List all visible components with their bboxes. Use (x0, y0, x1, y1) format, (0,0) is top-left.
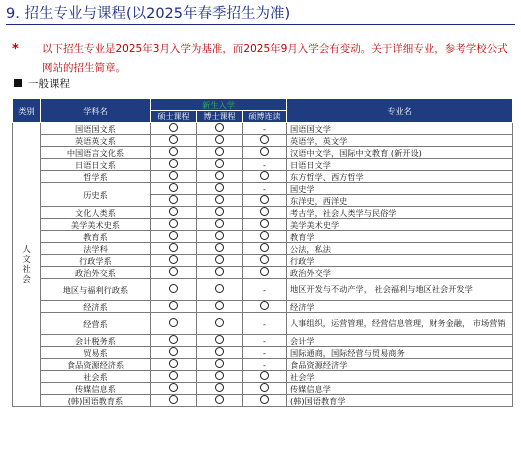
major-cell: 教育学 (287, 231, 513, 243)
header-category: 类别 (13, 99, 41, 123)
circle-mark-icon (169, 195, 178, 204)
doctor-cell (197, 267, 243, 279)
master-cell (151, 183, 197, 195)
circle-mark-icon (215, 243, 224, 252)
circle-mark-icon (169, 171, 178, 180)
major-cell: 人事组织，运营管理，经营信息管理，财务金融， 市场营销 (287, 313, 513, 335)
circle-mark-icon (169, 183, 178, 192)
circle-mark-icon (169, 371, 178, 380)
table-row (13, 135, 513, 147)
doctor-cell (197, 301, 243, 313)
heading-text: 招生专业与课程 (24, 6, 126, 22)
master-cell (151, 267, 197, 279)
dept-cell: 社会系 (41, 371, 151, 383)
table-row (13, 359, 513, 371)
doctor-cell (197, 313, 243, 335)
master-cell (151, 301, 197, 313)
combined-cell (243, 195, 287, 207)
dept-cell: 食品资源经济系 (41, 359, 151, 371)
square-bullet-icon (14, 79, 22, 87)
circle-mark-icon (169, 359, 178, 368)
circle-mark-icon (215, 159, 224, 168)
master-cell (151, 335, 197, 347)
dept-cell: 行政学系 (41, 255, 151, 267)
dept-cell: 文化人类系 (41, 207, 151, 219)
circle-mark-icon (215, 147, 224, 156)
combined-cell: - (243, 335, 287, 347)
doctor-cell (197, 171, 243, 183)
major-cell: 行政学 (287, 255, 513, 267)
combined-cell (243, 301, 287, 313)
major-cell: 国际通商，国际经营与贸易商务 (287, 347, 513, 359)
doctor-cell (197, 147, 243, 159)
major-cell: 日语日文学 (287, 159, 513, 171)
master-cell (151, 135, 197, 147)
table-row (13, 219, 513, 231)
circle-mark-icon (215, 359, 224, 368)
table-row (13, 383, 513, 395)
dept-cell: 美学美术史系 (41, 219, 151, 231)
master-cell (151, 195, 197, 207)
circle-mark-icon (260, 371, 269, 380)
heading-paren: (以2025年春季招生为准) (125, 6, 291, 22)
circle-mark-icon (215, 183, 224, 192)
combined-cell: - (243, 183, 287, 195)
major-cell: 传媒信息学 (287, 383, 513, 395)
circle-mark-icon (169, 135, 178, 144)
doctor-cell (197, 123, 243, 135)
notice-text: 以下招生专业是2025年3月入学为基准，而2025年9月入学会有变动。关于详细专业，参考学校公式网站的招生简章。 (42, 43, 508, 74)
circle-mark-icon (169, 207, 178, 216)
dept-cell: 英语英文系 (41, 135, 151, 147)
circle-mark-icon (215, 207, 224, 216)
header-group: 新生入学 (151, 99, 287, 111)
circle-mark-icon (169, 383, 178, 392)
circle-mark-icon (260, 255, 269, 264)
table-row (13, 147, 513, 159)
combined-cell: - (243, 159, 287, 171)
combined-cell (243, 371, 287, 383)
header-master: 硕士课程 (151, 111, 197, 123)
master-cell (151, 279, 197, 301)
doctor-cell (197, 279, 243, 301)
dept-cell: 传媒信息系 (41, 383, 151, 395)
major-cell: 食品资源经济学 (287, 359, 513, 371)
doctor-cell (197, 207, 243, 219)
combined-cell (243, 171, 287, 183)
major-cell: 地区开发与不动产学， 社会福利与地区社会开发学 (287, 279, 513, 301)
circle-mark-icon (260, 231, 269, 240)
dept-cell: 国语国文系 (41, 123, 151, 135)
circle-mark-icon (169, 347, 178, 356)
master-cell (151, 347, 197, 359)
table-row (13, 335, 513, 347)
combined-cell (243, 395, 287, 407)
table-row (13, 371, 513, 383)
dept-cell: 中国语言文化系 (41, 147, 151, 159)
circle-mark-icon (215, 318, 224, 327)
master-cell (151, 255, 197, 267)
doctor-cell (197, 383, 243, 395)
dept-cell: 经济系 (41, 301, 151, 313)
combined-cell (243, 219, 287, 231)
dept-cell: 政治外交系 (41, 267, 151, 279)
doctor-cell (197, 359, 243, 371)
notice (12, 40, 517, 78)
doctor-cell (197, 231, 243, 243)
table-row (13, 267, 513, 279)
combined-cell: - (243, 313, 287, 335)
master-cell (151, 371, 197, 383)
doctor-cell (197, 135, 243, 147)
major-cell: 英语学，英文学 (287, 135, 513, 147)
circle-mark-icon (215, 335, 224, 344)
circle-mark-icon (260, 267, 269, 276)
doctor-cell (197, 183, 243, 195)
table-row (13, 207, 513, 219)
master-cell (151, 313, 197, 335)
table-row (13, 231, 513, 243)
circle-mark-icon (215, 347, 224, 356)
major-cell: (韩)国语教育学 (287, 395, 513, 407)
combined-cell (243, 383, 287, 395)
circle-mark-icon (215, 195, 224, 204)
master-cell (151, 359, 197, 371)
table-row (13, 243, 513, 255)
doctor-cell (197, 159, 243, 171)
combined-cell: - (243, 123, 287, 135)
combined-cell (243, 207, 287, 219)
table-row (13, 347, 513, 359)
doctor-cell (197, 255, 243, 267)
major-cell: 会计学 (287, 335, 513, 347)
major-cell: 考古学，社会人类学与民俗学 (287, 207, 513, 219)
circle-mark-icon (169, 284, 178, 293)
table-row (13, 159, 513, 171)
circle-mark-icon (215, 395, 224, 404)
master-cell (151, 243, 197, 255)
table-row (13, 255, 513, 267)
dept-cell: (韩)国语教育系 (41, 395, 151, 407)
circle-mark-icon (169, 255, 178, 264)
combined-cell: - (243, 279, 287, 301)
category-cell: 人 文 社 会 (13, 123, 41, 407)
dept-cell: 日语日文系 (41, 159, 151, 171)
doctor-cell (197, 243, 243, 255)
dept-cell: 地区与福利行政系 (41, 279, 151, 301)
major-cell: 社会学 (287, 371, 513, 383)
notice-star: * (12, 42, 19, 57)
circle-mark-icon (169, 395, 178, 404)
master-cell (151, 123, 197, 135)
circle-mark-icon (215, 284, 224, 293)
master-cell (151, 395, 197, 407)
circle-mark-icon (215, 383, 224, 392)
section-heading (14, 76, 70, 91)
circle-mark-icon (260, 171, 269, 180)
dept-cell: 经营系 (41, 313, 151, 335)
combined-cell (243, 255, 287, 267)
circle-mark-icon (215, 123, 224, 132)
circle-mark-icon (260, 147, 269, 156)
major-cell: 美学美术史学 (287, 219, 513, 231)
circle-mark-icon (260, 395, 269, 404)
combined-cell: - (243, 359, 287, 371)
master-cell (151, 171, 197, 183)
table-row (13, 301, 513, 313)
circle-mark-icon (215, 219, 224, 228)
header-major: 专业名 (287, 99, 513, 123)
circle-mark-icon (169, 243, 178, 252)
table-row (13, 279, 513, 301)
circle-mark-icon (260, 301, 269, 310)
circle-mark-icon (260, 195, 269, 204)
header-doctor: 博士课程 (197, 111, 243, 123)
dept-cell: 法学科 (41, 243, 151, 255)
circle-mark-icon (260, 219, 269, 228)
combined-cell (243, 267, 287, 279)
table-row (13, 171, 513, 183)
major-cell: 经济学 (287, 301, 513, 313)
program-table (12, 98, 513, 407)
combined-cell (243, 135, 287, 147)
combined-cell (243, 231, 287, 243)
master-cell (151, 231, 197, 243)
circle-mark-icon (260, 207, 269, 216)
major-cell: 汉语中文学，国际中文教育 (新开设) (287, 147, 513, 159)
header-combined: 硕博连读 (243, 111, 287, 123)
major-cell: 东方哲学、西方哲学 (287, 171, 513, 183)
dept-cell: 教育系 (41, 231, 151, 243)
dept-cell: 会计税务系 (41, 335, 151, 347)
major-cell: 国语国文学 (287, 123, 513, 135)
page-heading (6, 2, 290, 23)
circle-mark-icon (215, 231, 224, 240)
doctor-cell (197, 395, 243, 407)
circle-mark-icon (169, 123, 178, 132)
doctor-cell (197, 371, 243, 383)
circle-mark-icon (215, 267, 224, 276)
circle-mark-icon (169, 335, 178, 344)
doctor-cell (197, 335, 243, 347)
circle-mark-icon (169, 147, 178, 156)
dept-cell: 贸易系 (41, 347, 151, 359)
circle-mark-icon (169, 219, 178, 228)
circle-mark-icon (260, 383, 269, 392)
master-cell (151, 207, 197, 219)
circle-mark-icon (260, 243, 269, 252)
master-cell (151, 383, 197, 395)
major-cell: 公法，私法 (287, 243, 513, 255)
section-label: 一般课程 (28, 78, 70, 90)
table-row (13, 313, 513, 335)
dept-cell: 历史系 (41, 183, 151, 207)
circle-mark-icon (215, 135, 224, 144)
circle-mark-icon (215, 255, 224, 264)
circle-mark-icon (169, 267, 178, 276)
table-row (13, 183, 513, 195)
master-cell (151, 159, 197, 171)
circle-mark-icon (260, 135, 269, 144)
doctor-cell (197, 195, 243, 207)
circle-mark-icon (215, 171, 224, 180)
table-row (13, 123, 513, 135)
master-cell (151, 147, 197, 159)
major-cell: 东洋史，西洋史 (287, 195, 513, 207)
circle-mark-icon (169, 231, 178, 240)
master-cell (151, 219, 197, 231)
dept-cell: 哲学系 (41, 171, 151, 183)
major-cell: 国史学 (287, 183, 513, 195)
combined-cell: - (243, 347, 287, 359)
table-row (13, 395, 513, 407)
circle-mark-icon (169, 301, 178, 310)
circle-mark-icon (215, 371, 224, 380)
circle-mark-icon (169, 159, 178, 168)
heading-underline (6, 24, 515, 25)
doctor-cell (197, 219, 243, 231)
header-dept: 学科名 (41, 99, 151, 123)
major-cell: 政治外交学 (287, 267, 513, 279)
heading-number: 9. (6, 6, 20, 22)
combined-cell (243, 243, 287, 255)
circle-mark-icon (169, 318, 178, 327)
combined-cell (243, 147, 287, 159)
circle-mark-icon (215, 301, 224, 310)
doctor-cell (197, 347, 243, 359)
